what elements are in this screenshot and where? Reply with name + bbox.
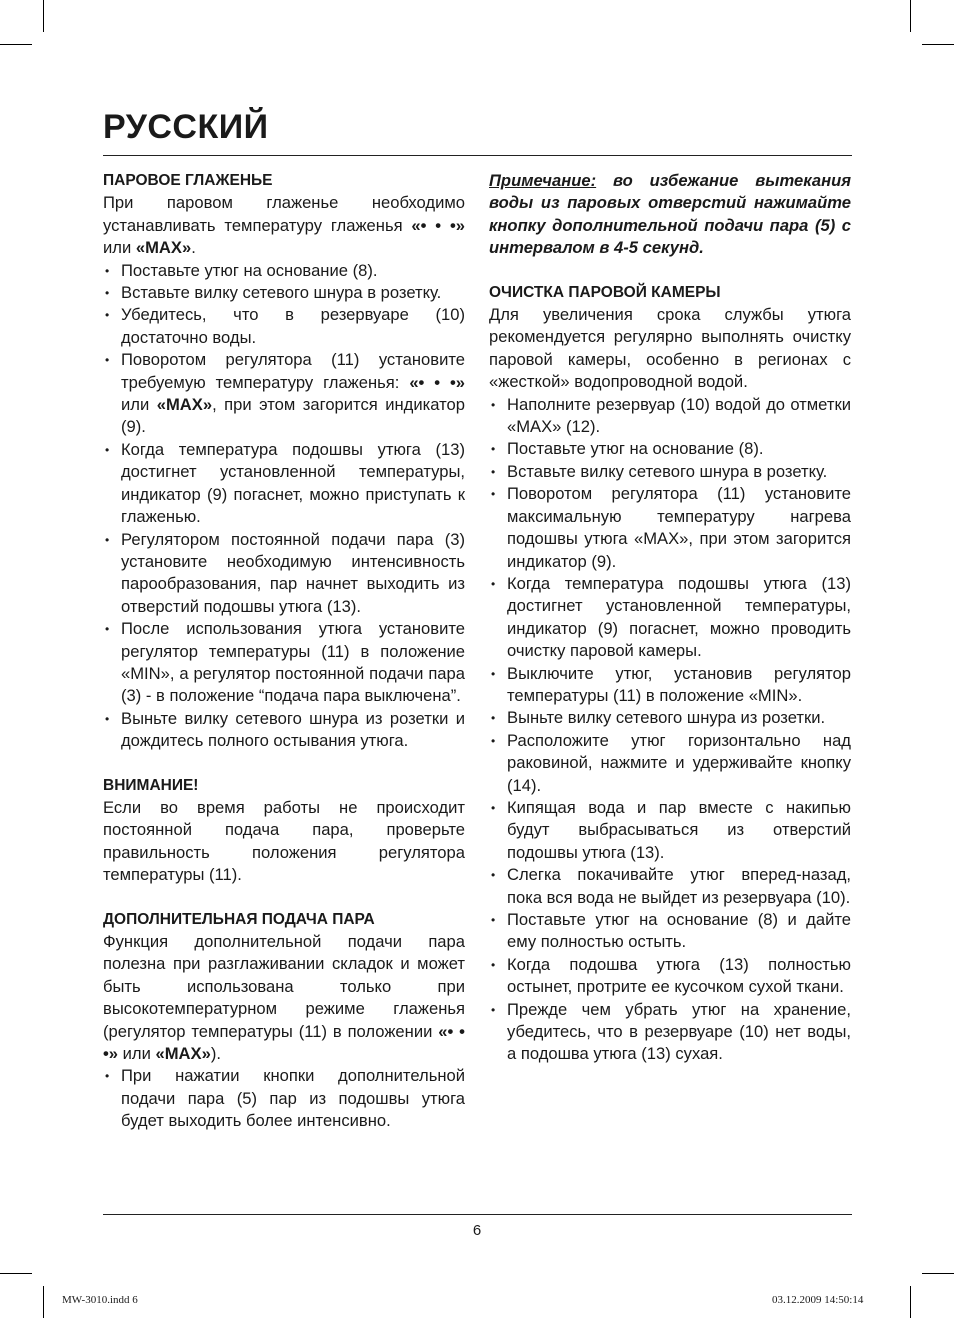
list-item: • Выключите утюг, установив регулятор температуры (11) в положение «MIN». — [489, 663, 851, 708]
right-column — [489, 170, 851, 1088]
bullet-list — [489, 394, 851, 1066]
list-item: • Убедитесь, что в резервуаре (10) достаточно воды. — [103, 304, 465, 349]
list-item: • Вставьте вилку сетевого шнура в розетку. — [489, 461, 851, 483]
note-label: Примечание: — [489, 171, 597, 190]
list-item: • Регулятором постоянной подачи пара (3) установите необходимую интенсивность парообразования, пар начнет выходить из отверстий подошвы утюга (13). — [103, 529, 465, 619]
crop-mark — [910, 1286, 911, 1318]
setting-max: «MAX» — [155, 1044, 211, 1064]
bullet-list — [103, 260, 465, 753]
section-intro — [103, 192, 465, 259]
section-steam-ironing — [103, 170, 465, 753]
list-item: • Слегка покачивайте утюг вперед-назад, пока вся вода не выйдет из резервуара (10). — [489, 864, 851, 909]
list-item: • Поставьте утюг на основание (8). — [103, 260, 465, 282]
section-title: ДОПОЛНИТЕЛЬНАЯ ПОДАЧА ПАРА — [103, 910, 375, 928]
section-title: ОЧИСТКА ПАРОВОЙ КАМЕРЫ — [489, 283, 721, 301]
section-intro — [103, 931, 465, 1065]
item-text: или — [121, 395, 157, 415]
item-text: Поворотом регулятора (11) установите требуемую температуру глаженья: — [121, 350, 465, 392]
intro-text: или — [103, 238, 136, 258]
list-item: • Расположите утюг горизонтально над раковиной, нажмите и удерживайте кнопку (14). — [489, 730, 851, 797]
item-text: , при этом загорится индикатор (9). — [121, 395, 465, 437]
crop-mark — [43, 1286, 44, 1318]
list-item: • Когда температура подошвы утюга (13) достигнет установленной температуры, индикатор (9) погаснет, можно приступать к глаженью. — [103, 439, 465, 529]
list-item: • Выньте вилку сетевого шнура из розетки. — [489, 707, 851, 729]
section-cleaning — [489, 282, 851, 1066]
footer-rule — [103, 1214, 852, 1215]
header-rule — [103, 155, 852, 156]
list-item: • Когда подошва утюга (13) полностью остынет, протрите ее кусочком сухой ткани. — [489, 954, 851, 999]
page-title: РУССКИЙ — [103, 108, 269, 146]
note-block — [489, 170, 851, 260]
intro-text: ). — [210, 1044, 221, 1064]
list-item: • Поставьте утюг на основание (8). — [489, 438, 851, 460]
list-item: • Когда температура подошвы утюга (13) достигнет установленной температуры, индикатор (9) погаснет, можно проводить очистку паровой камеры. — [489, 573, 851, 663]
list-item: • Наполните резервуар (10) водой до отметки «MAX» (12). — [489, 394, 851, 439]
crop-mark — [922, 44, 954, 45]
setting-dots: «• • •» — [103, 1021, 465, 1064]
section-warning — [103, 775, 465, 887]
intro-text: При паровом глаженье необходимо устанавливать температуру глаженья — [103, 193, 465, 235]
crop-mark — [0, 1273, 32, 1274]
list-item: • Поворотом регулятора (11) установите максимальную температуру нагрева подошвы утюга «MAX», при этом загорится индикатор (9). — [489, 483, 851, 573]
list-item: • Прежде чем убрать утюг на хранение, убедитесь, что в резервуаре (10) нет воды, а подошва утюга (13) сухая. — [489, 999, 851, 1066]
setting-dots: «• • •» — [409, 372, 465, 392]
crop-mark — [922, 1273, 954, 1274]
list-item: • Выньте вилку сетевого шнура из розетки и дождитесь полного остывания утюга. — [103, 708, 465, 753]
bullet-list — [103, 1065, 465, 1132]
intro-text: или — [118, 1044, 156, 1064]
note-text: во избежание вытекания воды из паровых отверстий нажимайте кнопку дополнительной подачи пара (5) с интервалом в 4-5 секунд. — [489, 171, 851, 258]
section-title: ВНИМАНИЕ! — [103, 776, 199, 794]
setting-max: «MAX» — [135, 238, 192, 258]
list-item: • При нажатии кнопки дополнительной подачи пара (5) пар из подошвы утюга будет выходить более интенсивно. — [103, 1065, 465, 1132]
warning-text: Если во время работы не происходит постоянной подача пара, проверьте правильность положения регулятора температуры (11). — [103, 797, 465, 885]
section-intro: Для увеличения срока службы утюга рекомендуется регулярно выполнять очистку паровой камеры, особенно в регионах с «жесткой» водопроводной водой. — [489, 305, 851, 392]
list-item: • Кипящая вода и пар вместе с накипью будут выбрасываться из отверстий подошвы утюга (13). — [489, 797, 851, 864]
crop-mark — [43, 0, 44, 32]
list-item — [103, 349, 465, 439]
crop-mark — [910, 0, 911, 32]
list-item: • После использования утюга установите регулятор температуры (11) в положение «MIN», а регулятор постоянной подачи пара (3) - в положение “подача пара выключена”. — [103, 618, 465, 708]
left-column — [103, 170, 465, 1155]
section-title: ПАРОВОЕ ГЛАЖЕНЬЕ — [103, 172, 273, 189]
setting-max: «MAX» — [156, 395, 213, 415]
list-item: • Вставьте вилку сетевого шнура в розетку. — [103, 282, 465, 304]
list-item: • Поставьте утюг на основание (8) и дайте ему полностью остыть. — [489, 909, 851, 954]
page-number: 6 — [472, 1222, 482, 1239]
print-slug-file: MW-3010.indd 6 — [62, 1294, 138, 1306]
setting-dots: «• • •» — [411, 215, 465, 235]
intro-text: Функция дополнительной подачи пара полезна при разглаживании складок и может быть использована только при высокотемпературном режиме глаженья (регулятор температуры (11) в положении — [103, 932, 465, 1041]
crop-mark — [0, 44, 32, 45]
print-slug-date: 03.12.2009 14:50:14 — [772, 1294, 864, 1306]
section-extra-steam — [103, 909, 465, 1133]
intro-text: . — [191, 238, 196, 258]
